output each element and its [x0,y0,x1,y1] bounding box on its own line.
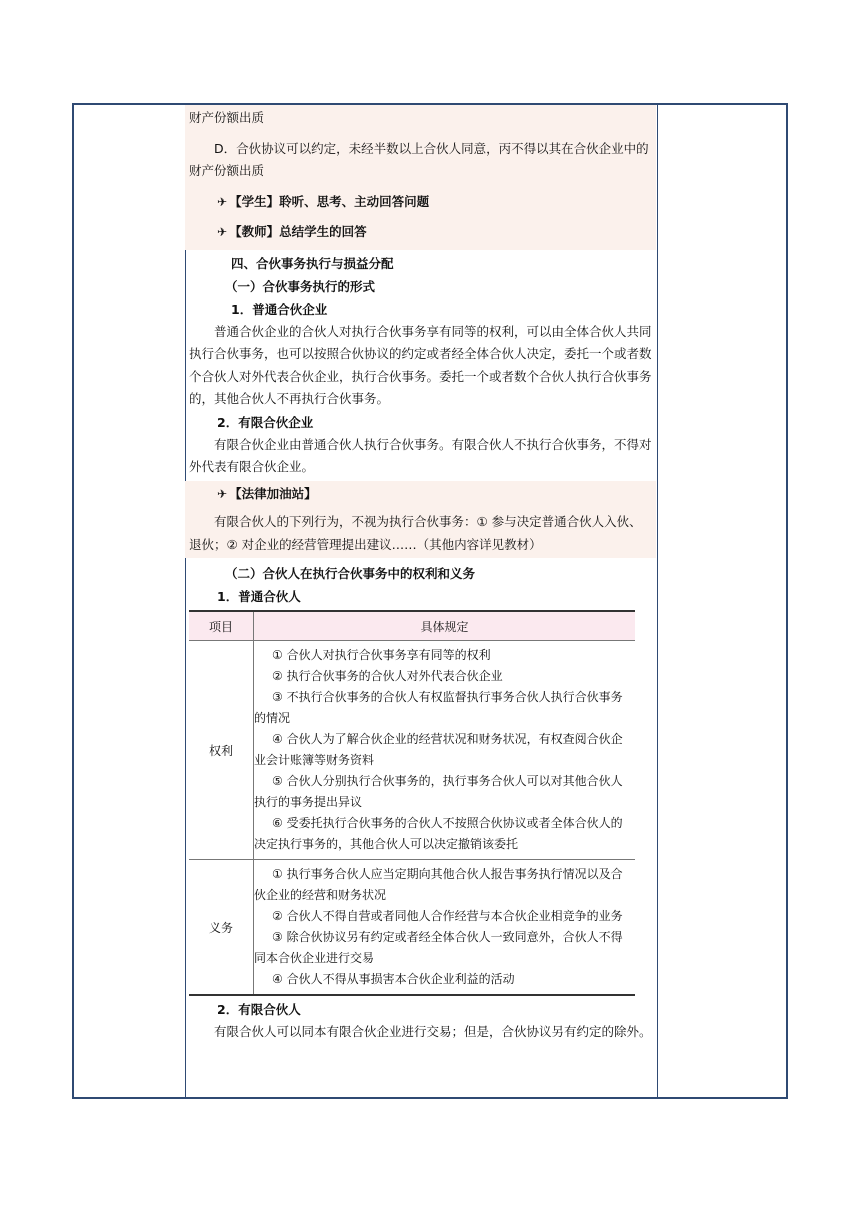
duties-item: ② 合伙人不得自营或者同他人合作经营与本合伙企业相竞争的业务 [272,909,623,923]
rights-item: ⑥ 受委托执行合伙事务的合伙人不按照合伙协议或者全体合伙人的决定执行事务的，其他合伙人可以决定撤销该委托 [254,816,623,851]
rights-item: ① 合伙人对执行合伙事务享有同等的权利 [272,648,491,662]
table-header-row [189,611,635,641]
subsection-title-1: （一）合伙事务执行的形式 [225,278,376,294]
student-note: 【学生】聆听、思考、主动回答问题 [229,193,430,209]
rights-label: 权利 [189,641,254,860]
teacher-note: 【教师】总结学生的回答 [229,224,367,239]
column-divider-right [657,105,658,1097]
duties-list [254,860,636,996]
item-title-limited: 2．有限合伙企业 [217,414,314,430]
table-header-item: 项目 [189,611,254,641]
column-divider-left [185,105,186,1097]
plane-icon: ✈ [217,225,228,239]
rules-table [189,610,635,996]
table-row-rights [189,641,635,860]
partner-title: 1．普通合伙人 [217,589,301,604]
duties-item: ④ 合伙人不得从事损害本合伙企业利益的活动 [272,972,515,986]
law-title: 【法律加油站】 [229,485,317,501]
section-title: 四、合伙事务执行与损益分配 [231,255,394,271]
question-box [185,105,656,250]
duties-label: 义务 [189,860,254,996]
rights-item: ③ 不执行合伙事务的合伙人有权监督执行事务合伙人执行合伙事务的情况 [254,690,623,725]
option-c-continued: 财产份额出质 [189,110,265,125]
law-box [185,481,656,559]
law-text: 有限合伙人的下列行为，不视为执行合伙事务：① 参与决定普通合伙人入伙、退伙；② 对企业的经营管理提出建议……（其他内容详见教材） [189,514,642,552]
limited-partner-title: 2．有限合伙人 [217,1002,301,1017]
plane-icon: ✈ [217,194,228,209]
table-row-duties [189,860,635,996]
item-text-limited: 有限合伙企业由普通合伙人执行合伙事务。有限合伙人不执行合伙事务，不得对外代表有限合伙企业。 [189,436,652,474]
option-d: D．合伙协议可以约定，未经半数以上合伙人同意，丙不得以其在合伙企业中的财产份额出质 [189,140,649,178]
rights-item: ② 执行合伙事务的合伙人对外代表合伙企业 [272,669,503,683]
plane-icon: ✈ [217,486,228,501]
item-text-general: 普通合伙企业的合伙人对执行合伙事务享有同等的权利，可以由全体合伙人共同执行合伙事务，也可以按照合伙协议的约定或者经全体合伙人决定，委托一个或者数个合伙人对外代表合伙企业，执行合伙事务。委托一个或者数个合伙人执行合伙事务的，其他合伙人不再执行合伙事务。 [189,323,652,406]
item-title-general: 1．普通合伙企业 [231,301,328,317]
content-column [189,105,652,1044]
rights-item: ⑤ 合伙人分别执行合伙事务的，执行事务合伙人可以对其他合伙人执行的事务提出异议 [254,774,623,809]
duties-item: ① 执行事务合伙人应当定期向其他合伙人报告事务执行情况以及合伙企业的经营和财务状况 [254,867,623,902]
duties-item: ③ 除合伙协议另有约定或者经全体合伙人一致同意外，合伙人不得同本合伙企业进行交易 [254,930,623,965]
limited-partner-text: 有限合伙人可以同本有限合伙企业进行交易；但是，合伙协议另有约定的除外。 [214,1024,652,1039]
rights-item: ④ 合伙人为了解合伙企业的经营状况和财务状况，有权查阅合伙企业会计账簿等财务资料 [254,732,623,767]
table-header-rules: 具体规定 [254,611,636,641]
subsection-title-2: （二）合伙人在执行合伙事务中的权利和义务 [225,566,476,581]
rights-list [254,641,636,860]
